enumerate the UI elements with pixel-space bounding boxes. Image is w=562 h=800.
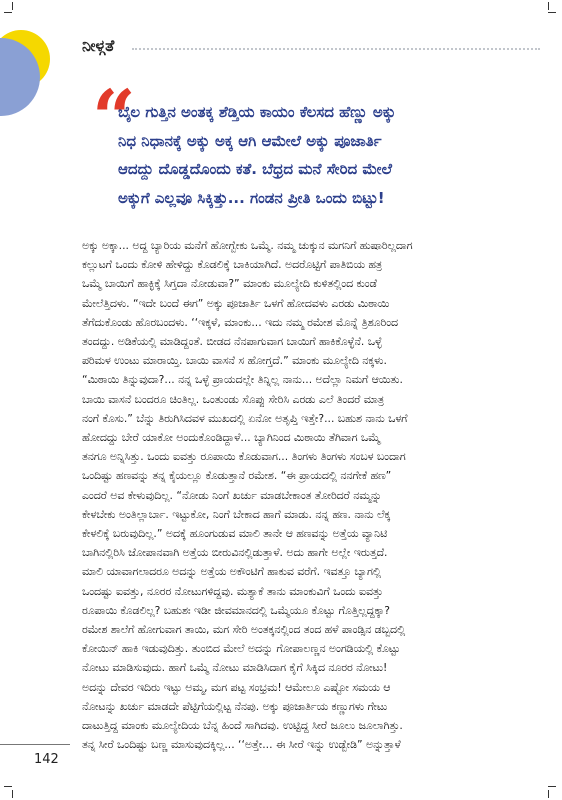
- body-line: ರಮೇಶ ಶಾಲೆಗೆ ಹೋಗುವಾಗ ತಾಯಿ, ಮಗ ಸೇರಿ ಅಂತಕ್ಕನಲ್ಲಿಂದ ತಂದ ಹಳೆ ಪಾಂಡ್ಸಿನ ಡಬ್ಬದಲ್ಲಿ: [82, 623, 406, 637]
- body-line: ಎಂದರೆ ಅವ ಕೇಳುವುದಿಲ್ಲ. “ನೋಡು ನಿಂಗೆ ಖರ್ಚು ಮಾಡಬೇಕಾಂತ ತೋರಿದರೆ ನಮ್ಮನ್ನು: [82, 488, 382, 502]
- crop-mark: [12, 790, 13, 798]
- section-title: ನೀಳ್ಗತೆ: [82, 36, 115, 55]
- body-line: ಕೇಳಲಿಕ್ಕೆ ಬರುವುದಿಲ್ಲ.” ಅದಕ್ಕೆ ಹೂಂಗುಡುವ ಮಾಲಿ ತಾನೇ ಆ ಹಣವನ್ನು ಅತ್ತೆಯ ವ್ಯಾನಿಟಿ: [82, 527, 388, 541]
- body-line: ದಾಟುತ್ತಿದ್ದ ಮಾಂಕು ಮೂಲ್ಯೇದಿಯ ಬೆನ್ನ ಹಿಂದೆ ಸಾಗಿದವು. ಉಟ್ಟಿದ್ದ ಸೀರೆ ಜೂಲು ಜೂಲಾಗಿತ್ತು.: [82, 719, 403, 733]
- body-line: ಮಾಲಿ ಯಾವಾಗಲಾದರೂ ಅದನ್ನು ಅತ್ತೆಯ ಅಕೌಂಟಿಗೆ ಹಾಕುವ ವರೆಗೆ. ಇವತ್ತೂ ಬ್ಯಾಗಲ್ಲಿ: [82, 565, 382, 579]
- header-dotted-rule: [132, 48, 540, 50]
- body-line: ಒಂದಿಷ್ಟು ಹಣವನ್ನು ತನ್ನ ಕೈಯಲ್ಲೂ ಕೊಡುತ್ತಾನೆ ರಮೇಶ. “ಈ ಪ್ರಾಯದಲ್ಲಿ ನನಗೇಕೆ ಹಣ”: [82, 469, 392, 483]
- footer-rule: [0, 744, 70, 745]
- crop-mark: [4, 786, 12, 787]
- pull-quote-line: ಆದದ್ದು ದೊಡ್ಡದೊಂದು ಕತೆ. ಬೆಧ್ರದ ಮನೆ ಸೇರಿದ ಮೇಲೆ: [118, 160, 392, 178]
- body-line: ತೆಗೆದುಕೊಂಡು ಹೊರಬಂದಳು. ‘‘ಇಕ್ಕಳೆ, ಮಾಂಕು... ಇದು ನಮ್ಮ ರಮೇಶ ಮೊನ್ನೆ ತ್ರಿಶೂರಿಂದ: [82, 315, 399, 329]
- body-line: ತಂದದ್ದು. ಅಡಿಕೆಯಲ್ಲಿ ಮಾಡಿದ್ದಂತೆ. ಬೀಡದ ನೆನಪಾಗುವಾಗ ಬಾಯಿಗೆ ಹಾಕಿಕೊಳ್ಳೆನೆ. ಒಳ್ಳೆ: [82, 335, 383, 349]
- body-line: ಬಾಗಿನಲ್ಲಿರಿಸಿ ಜೋಪಾನವಾಗಿ ಅತ್ತೆಯ ಬೀರುವಿನಲ್ಲಿಡುತ್ತಾಳೆ. ಅದು ಹಾಗೇ ಅಲ್ಲೇ ಇರುತ್ತದೆ.: [82, 546, 388, 560]
- body-line: ನೋಟು ಮಾಡಿಸುವುದು. ಹಾಗೆ ಒಮ್ಮೆ ನೋಟು ಮಾಡಿಸಿದಾಗ ಕೈಗೆ ಸಿಕ್ಕಿದ ನೂರರ ನೋಟು!: [82, 661, 388, 675]
- body-line: ಒಂದಷ್ಟು ಐವತ್ತು, ನೂರರ ನೋಟುಗಳಿದ್ದವು. ಮತ್ಯಾಕೆ ತಾನು ಮಾಂಕುವಿಗೆ ಒಂದು ಐವತ್ತು: [82, 584, 383, 598]
- body-line: ಕೇಳಬೇಕು ಅಂತಿಲ್ಲಾರ್ಬಾ. ಇಟ್ಟುಕೋ, ನಿಂಗೆ ಬೇಕಾದ ಹಾಗೆ ಮಾಡು. ನನ್ನ ಹಣ. ನಾನು ಲೆಕ್ಕ: [82, 507, 391, 521]
- crop-mark: [548, 786, 556, 787]
- body-line: ಮೇಲೆತ್ತಿದಳು. “ಇದೇ ಬಂದೆ ಈಗ” ಅಕ್ಕು ಪೂಜಾರ್ತಿ ಒಳಗೆ ಹೋದವಳು ಎರಡು ಮಿಠಾಯಿ: [82, 296, 390, 310]
- article-body: [82, 236, 498, 754]
- page-number: 142: [34, 752, 59, 767]
- crop-mark: [548, 790, 549, 798]
- crop-mark: [548, 12, 556, 13]
- pull-quote-line: ನಿಧ ನಿಧಾನಕ್ಕೆ ಅಕ್ಕು ಅಕ್ಕ ಆಗಿ ಆಮೇಲೆ ಅಕ್ಕು ಪೂಜಾರ್ತಿ: [118, 131, 382, 150]
- body-line: ಒಮ್ಮೆ ಬಾಯಿಗೆ ಹಾಕ್ಳಿಕ್ಕೆ ಸಿಗ್ತದಾ ನೋಡುವಾ?” ಮಾಂಕು ಮೂಲ್ಯೇದಿ ಕುಳಿತಲ್ಲಿಂದ ಕುಂಡೆ: [82, 277, 377, 291]
- crop-mark: [548, 2, 549, 10]
- pull-quote-line: ಬೈಲ ಗುತ್ತಿನ ಅಂತಕ್ಕ ಶೆಡ್ತಿಯ ಕಾಯಂ ಕೆಲಸದ ಹೆಣ್ಣು ಅಕ್ಕು: [118, 103, 396, 121]
- body-line: ತನ್ನ ಸೀರೆ ಒಂದಿಷ್ಟು ಬಣ್ಣ ಮಾಸುವುದಕ್ಕಿಲ್ಲ... ‘‘ಅತ್ತೇ... ಈ ಸೀರೆ ಇನ್ನು ಉಡ್ಬೇಡಿ” ಅನ್ನುತ್ತಾಳೆ: [82, 738, 401, 752]
- crop-mark: [4, 12, 12, 13]
- body-line: ಕೋಯಿನ್ ಹಾಕಿ ಇಡುವುದಿತ್ತು. ತುಂಬಿದ ಮೇಲೆ ಅದನ್ನು ಗೋಪಾಲಣ್ಣನ ಅಂಗಡಿಯಲ್ಲಿ ಕೊಟ್ಟು: [82, 642, 401, 656]
- body-line: ಪರಿಮಳ ಉಂಟು ಮಾರಾಯ್ತಿ. ಬಾಯಿ ವಾಸನೆ ಸ ಹೋಗ್ತದೆ.” ಮಾಂಕು ಮೂಲ್ಯೇದಿ ನಕ್ಕಳು.: [82, 354, 387, 368]
- body-line: ಹೋದದ್ದು ಬೇರೆ ಯಾಕೋ ಅಂದುಕೊಂಡಿದ್ದಾಳೆ... ಬ್ಯಾಗಿನಿಂದ ಮಿಠಾಯಿ ತೆಗಿವಾಗ ಒಮ್ಮೆ: [82, 431, 381, 445]
- pull-quote-line: ಅಕ್ಕುಗೆ ಎಲ್ಲವೂ ಸಿಕ್ಕಿತ್ತು... ಗಂಡನ ಪ್ರೀತಿ ಒಂದು ಬಿಟ್ಟು!: [118, 188, 385, 207]
- body-line: ಕಲ್ಲುಟಗೆ ಒಂದು ಕೋಳಿ ಹೇಳಿದ್ದು ಕೊಡಲಿಕ್ಕೆ ಬಾಕಿಯಾಗಿದೆ. ಅದರೊಟ್ಟಿಗೆ ಪಾತಿಬಿಯ ಹತ್ರ: [82, 258, 383, 272]
- pull-quote: [118, 98, 516, 212]
- body-line: ರೂಪಾಯಿ ಕೊಡಲಿಲ್ಲ? ಬಹುಶಃ ಇಡೀ ಜೀವಮಾನದಲ್ಲಿ ಒಮ್ಮೆಯೂ ಕೊಟ್ಟು ಗೊತ್ತಿಲ್ಲದ್ದಕ್ಕಾ?: [82, 603, 390, 617]
- body-line: “ಮಿಠಾಯಿ ತಿನ್ನುವುದಾ?... ನನ್ನ ಒಳ್ಳೆ ಪ್ರಾಯದಲ್ಲೇ ತಿನ್ನಿಲ್ಲ ನಾನು... ಅದೆಲ್ಲಾ ನಿಮಗೆ ಆಯಿತು.: [82, 373, 403, 387]
- body-line: ಅದನ್ನು ದೇವರ ಇದಿರು ಇಟ್ಟು ಅಮ್ಮ, ಮಗ ಪಟ್ಟ ಸಂಭ್ರಮ! ಆಮೇಲೂ ಎಷ್ಟೋ ಸಮಯ ಆ: [82, 680, 391, 694]
- body-line: ಅಕ್ಕು ಅಕ್ಕಾ... ಅದ್ದ ಬ್ಯಾರಿಯ ಮನೆಗೆ ಹೋಗ್ಬೇಕು ಒಮ್ಮೆ. ನಮ್ಮ ಚುಕ್ಕುನ ಮಗನಿಗೆ ಹುಷಾರಿಲ್ಲದಾಗ: [82, 239, 413, 252]
- body-line: ತನಗೂ ಅನ್ನಿಸಿತ್ತು. ಒಂದು ಐವತ್ತು ರೂಪಾಯಿ ಕೊಡುವಾಗ... ತಿಂಗಳು ತಿಂಗಳು ಸಂಬಳ ಬಂದಾಗ: [82, 450, 406, 464]
- quote-mark-icon: “: [92, 73, 136, 162]
- body-line: ಬಾಯಿ ವಾಸನೆ ಬಂದರೂ ಚಿಂತಿಲ್ಲ. ಒಂತುಂಡು ಸೊಪ್ಪು ಸೇರಿಸಿ ಎರಡು ಎಲೆ ತಿಂದರೆ ಮಾತ್ರ: [82, 392, 385, 406]
- body-line: ನೋಟನ್ನು ಖರ್ಚು ಮಾಡದೇ ಪೆಟ್ಟಿಗೆಯಲ್ಲಿಟ್ಟ ನೆನಪು. ಅಕ್ಕು ಪೂಜಾರ್ತಿಯ ಕಣ್ಣುಗಳು ಗೇಟು: [82, 699, 388, 713]
- body-line: ನಂಗೆ ಕೊಸು.” ಬೆನ್ನು ತಿರುಗಿಸಿದವಳ ಮುಖದಲ್ಲಿ ಏನೋ ಅತೃಪ್ತಿ ಇತ್ತೇ?... ಬಹುಶ ನಾನು ಒಳಗೆ: [82, 411, 408, 425]
- crop-mark: [12, 2, 13, 10]
